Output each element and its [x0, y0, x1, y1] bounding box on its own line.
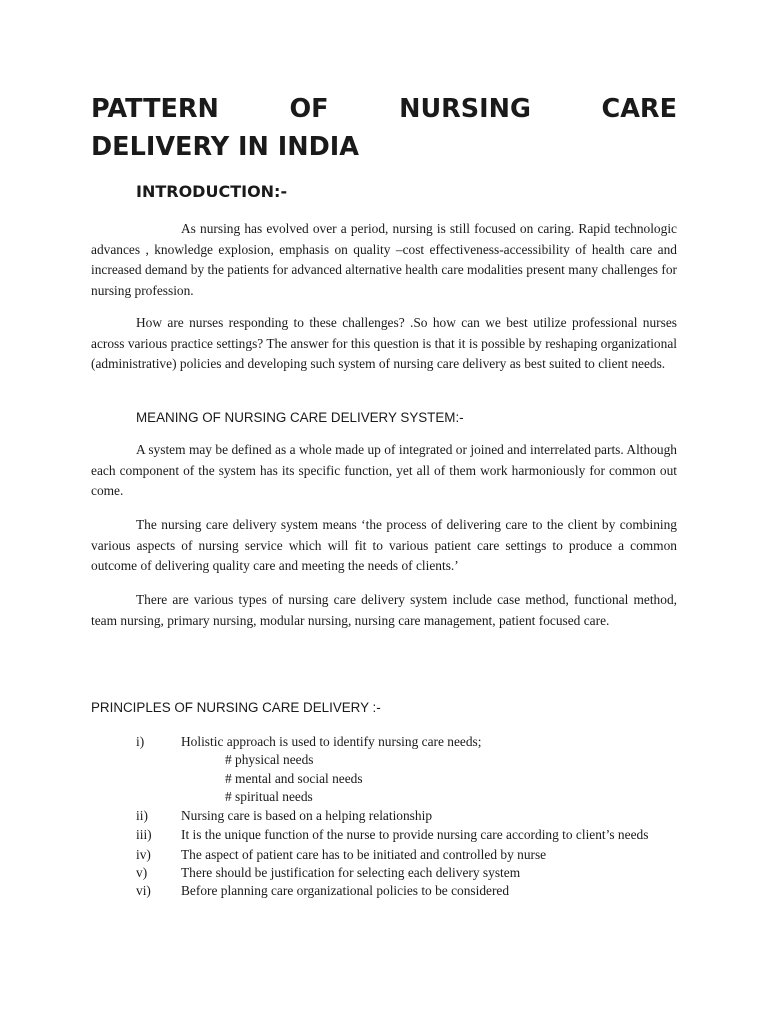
list-item: [91, 846, 677, 864]
list-item-number: iv): [136, 846, 151, 862]
list-item-text: It is the unique function of the nurse to provide nursing care according to client’s needs: [181, 827, 649, 843]
title-word: NURSING: [399, 94, 531, 124]
title-word: PATTERN: [91, 94, 219, 124]
title-word: OF: [289, 94, 329, 124]
list-item-number: ii): [136, 807, 148, 823]
title-line-2: DELIVERY IN INDIA: [91, 132, 359, 162]
list-item-text: Holistic approach is used to identify nursing care needs;: [181, 734, 482, 749]
principles-list: [91, 733, 677, 901]
list-item-number: i): [136, 734, 145, 749]
needs-item: # mental and social needs: [225, 770, 363, 786]
list-item-text: There should be justification for selecting each delivery system: [181, 864, 521, 880]
list-item: [91, 864, 677, 882]
list-item-text: The aspect of patient care has to be initiated and controlled by nurse: [181, 846, 547, 862]
list-item: [91, 733, 677, 751]
document-title: [91, 90, 677, 166]
challenges-paragraph: How are nurses responding to these challenges? .So how can we best utilize professional nurses across various practice settings? The answer for this question is that it is possible by reshaping organizational (administrative) policies and developing such system of nursing care delivery as best suited to client needs.: [91, 315, 677, 372]
principles-heading: PRINCIPLES OF NURSING CARE DELIVERY :-: [91, 700, 381, 715]
introduction-paragraph: As nursing has evolved over a period, nursing is still focused on caring. Rapid technologic advances , knowledge explosion, emphasis on quality –cost effectiveness-accessibility of health care and increased demand by the patients for advanced alternative health care modalities present many challenges for nursing profession.: [91, 221, 677, 298]
list-item: [91, 825, 677, 846]
title-word: CARE: [601, 94, 677, 124]
list-item-text: Before planning care organizational policies to be considered: [181, 883, 510, 899]
types-paragraph: There are various types of nursing care delivery system include case method, functional method, team nursing, primary nursing, modular nursing, nursing care management, patient focused care.: [91, 592, 677, 628]
list-item-text: Nursing care is based on a helping relationship: [181, 807, 433, 823]
title-line-1: [91, 90, 677, 128]
list-item: [91, 807, 677, 825]
list-item-number: vi): [136, 883, 151, 899]
meaning-heading: MEANING OF NURSING CARE DELIVERY SYSTEM:-: [136, 410, 464, 425]
list-item-number: v): [136, 864, 148, 880]
system-definition-paragraph: A system may be defined as a whole made up of integrated or joined and interrelated parts. Although each component of the system has its specific function, yet all of them work harmoniously for common out come.: [91, 442, 677, 499]
list-item: [91, 882, 677, 900]
needs-item: # physical needs: [225, 752, 314, 768]
list-item-number: iii): [136, 827, 152, 843]
introduction-heading: INTRODUCTION:-: [136, 182, 288, 201]
needs-item: # spiritual needs: [225, 789, 313, 805]
delivery-system-paragraph: The nursing care delivery system means ‘the process of delivering care to the client by combining various aspects of nursing service which will fit to various patient care settings to produce a common outcome of delivering quality care and meeting the needs of clients.’: [91, 517, 677, 574]
